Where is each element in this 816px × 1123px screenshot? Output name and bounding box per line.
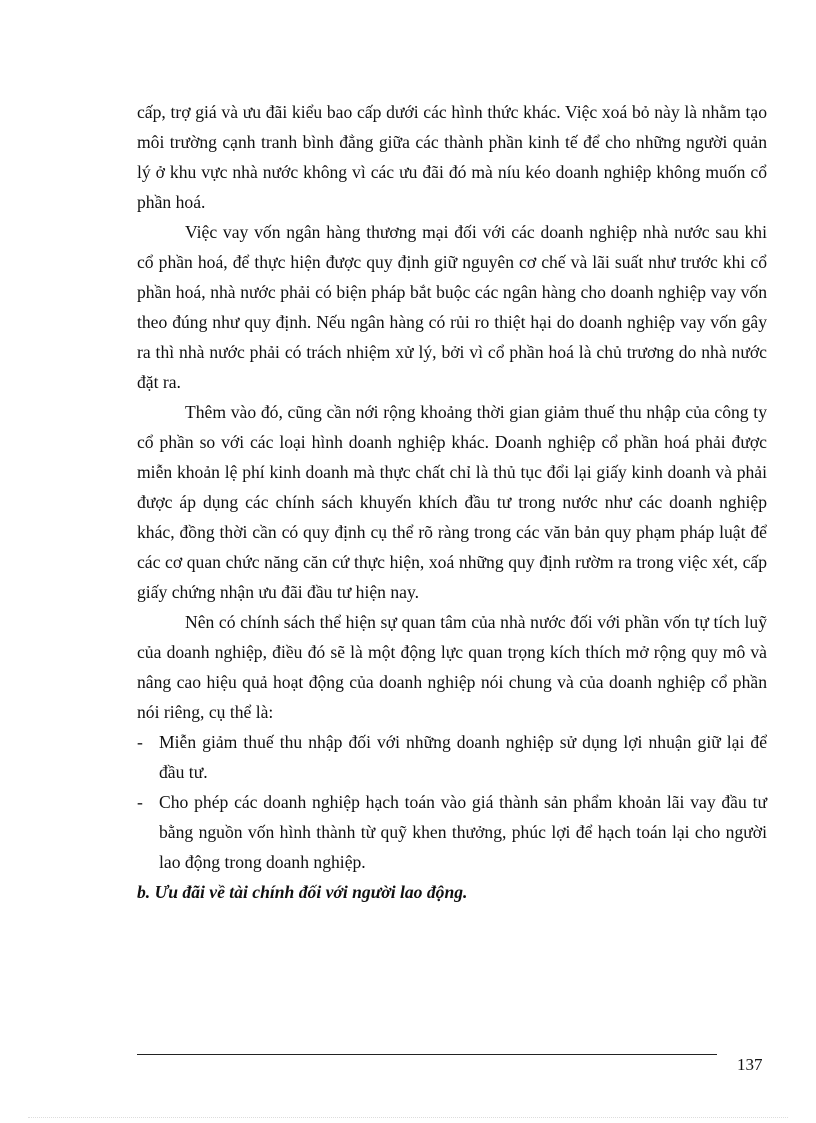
footer-divider	[137, 1054, 717, 1055]
bullet-item	[137, 727, 767, 787]
paragraph-bank-loans: Việc vay vốn ngân hàng thương mại đối với các doanh nghiệp nhà nước sau khi cổ phần hoá, để thực hiện được quy định giữ nguyên cơ chế và lãi suất như trước khi cổ phần hoá, nhà nước phải có biện pháp bắt buộc các ngân hàng cho doanh nghiệp vay vốn theo đúng như quy định. Nếu ngân hàng có rủi ro thiệt hại do doanh nghiệp vay vốn gây ra thì nhà nước phải có trách nhiệm xử lý, bởi vì cổ phần hoá là chủ trương do nhà nước đặt ra.	[137, 222, 767, 392]
paragraph-tax-reduction: Thêm vào đó, cũng cần nới rộng khoảng thời gian giảm thuế thu nhập của công ty cổ phần so với các loại hình doanh nghiệp khác. Doanh nghiệp cổ phần hoá phải được miễn khoản lệ phí kinh doanh mà thực chất chỉ là thủ tục đổi lại giấy kinh doanh và phải được áp dụng các chính sách khuyến khích đầu tư trong nước như các doanh nghiệp khác, đồng thời cần có quy định cụ thể rõ ràng trong các văn bản quy phạm pháp luật để các cơ quan chức năng căn cứ thực hiện, xoá những quy định rườm ra trong việc xét, cấp giấy chứng nhận ưu đãi đầu tư hiện nay.	[137, 402, 767, 602]
bullet-text: Cho phép các doanh nghiệp hạch toán vào giá thành sản phẩm khoản lãi vay đầu tư bằng nguồn vốn hình thành từ quỹ khen thưởng, phúc lợi để hạch toán lại cho người lao động trong doanh nghiệp.	[159, 792, 767, 872]
bullet-item	[137, 787, 767, 877]
bullet-dash: -	[137, 732, 143, 752]
paragraph-capital-policy: Nên có chính sách thể hiện sự quan tâm của nhà nước đối với phần vốn tự tích luỹ của doanh nghiệp, điều đó sẽ là một động lực quan trọng kích thích mở rộng quy mô và nâng cao hiệu quả hoạt động của doanh nghiệp nói chung và của doanh nghiệp cổ phần nói riêng, cụ thể là:	[137, 612, 767, 722]
page-edge-dotted-line	[28, 1117, 788, 1118]
page-number: 137	[737, 1055, 763, 1074]
bullet-dash: -	[137, 792, 143, 812]
paragraph-continuation: cấp, trợ giá và ưu đãi kiểu bao cấp dưới các hình thức khác. Việc xoá bỏ này là nhằm tạo môi trường cạnh tranh bình đẳng giữa các thành phần kinh tế để cho những người quản lý ở khu vực nhà nước không vì các ưu đãi đó mà níu kéo doanh nghiệp không muốn cổ phần hoá.	[137, 102, 767, 212]
page-body	[137, 97, 767, 907]
bullet-text: Miễn giảm thuế thu nhập đối với những doanh nghiệp sử dụng lợi nhuận giữ lại để đầu tư.	[159, 732, 767, 782]
section-heading: b. Ưu đãi về tài chính đối với người lao động.	[137, 882, 468, 902]
